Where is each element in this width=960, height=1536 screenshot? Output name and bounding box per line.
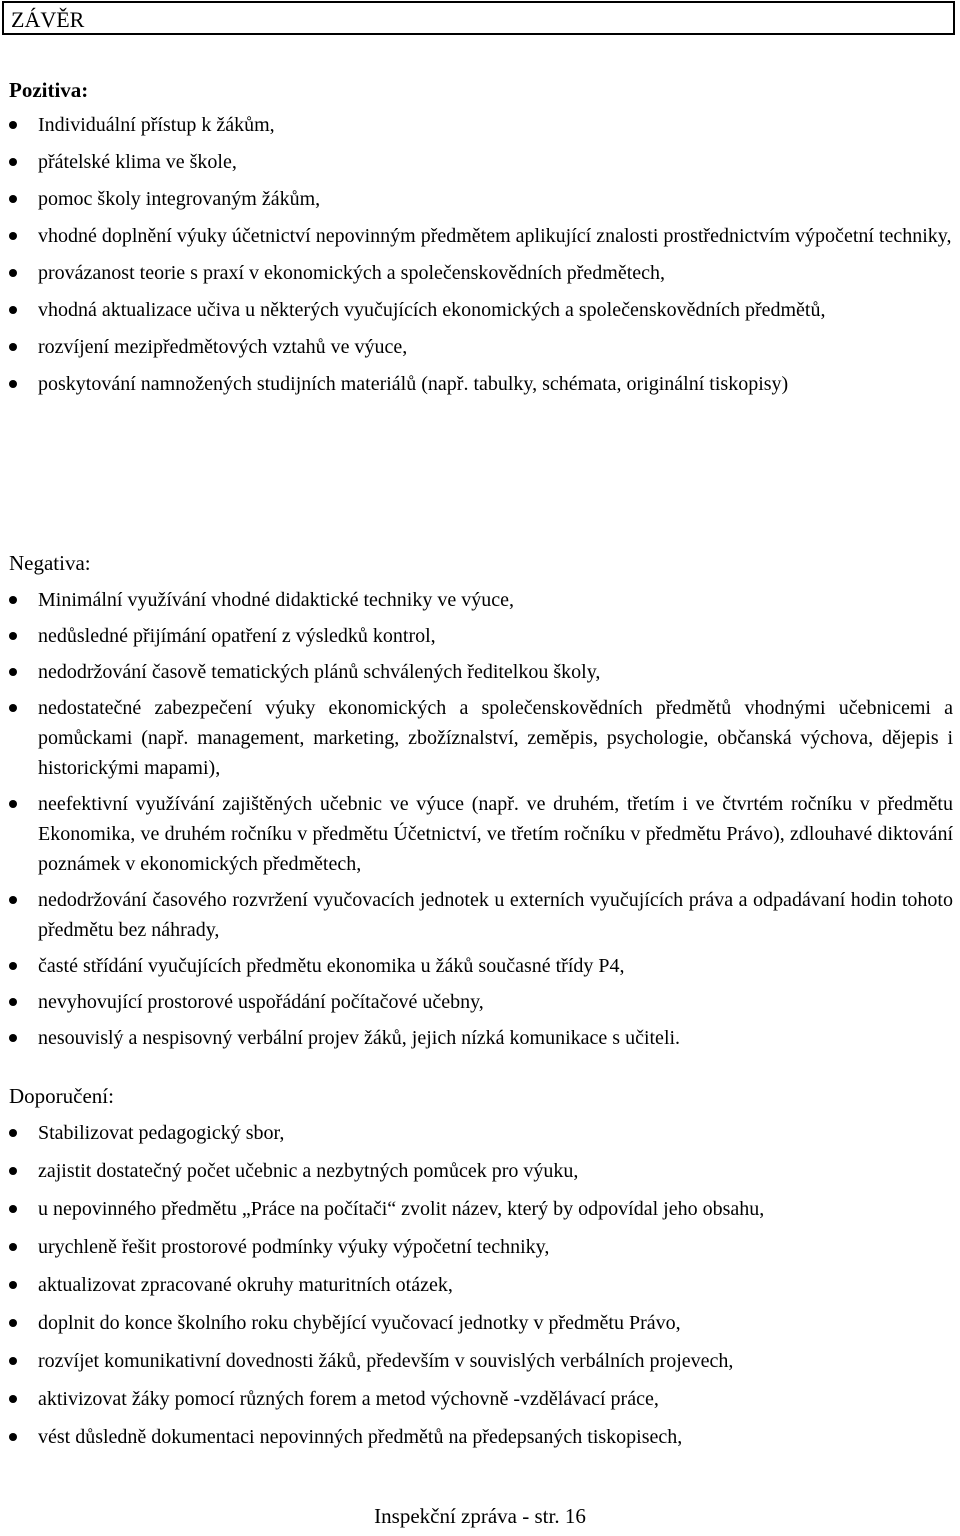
list-item-text: vést důsledně dokumentaci nepovinných předmětů na předepsaných tiskopisech,	[38, 1426, 683, 1448]
list-item	[9, 789, 953, 879]
list-item	[9, 1422, 953, 1452]
bullet-icon	[9, 1319, 17, 1327]
bullet-icon	[9, 998, 17, 1006]
positives-section	[9, 77, 953, 399]
list-item	[9, 147, 953, 177]
list-item	[9, 110, 953, 140]
list-item-text: Stabilizovat pedagogický sbor,	[38, 1122, 285, 1144]
bullet-icon	[9, 1433, 17, 1441]
list-item-text: neefektivní využívání zajištěných učebnic ve výuce (např. ve druhém, třetím i ve čtvrtém ročníku v předmětu Ekonomika, ve druhém ročníku v předmětu Účetnictví, ve třetím ročníku v předmětu Právo), zdlouhavé diktování poznámek v ekonomických předmětech,	[38, 793, 953, 875]
list-item	[9, 184, 953, 214]
list-item	[9, 295, 953, 325]
list-item-text: nesouvislý a nespisovný verbální projev žáků, jejich nízká komunikace s učiteli.	[38, 1027, 681, 1049]
list-item-text: nedodržování časového rozvržení vyučovacích jednotek u externích vyučujících práva a odpadávaní hodin tohoto předmětu bez náhrady,	[38, 889, 953, 941]
bullet-icon	[9, 1205, 17, 1213]
list-item	[9, 585, 953, 615]
list-item	[9, 1384, 953, 1414]
list-item-text: rozvíjení mezipředmětových vztahů ve výuce,	[38, 336, 408, 358]
bullet-icon	[9, 1243, 17, 1251]
bullet-icon	[9, 380, 17, 388]
list-item	[9, 332, 953, 362]
list-item	[9, 885, 953, 945]
title-box	[2, 1, 955, 35]
bullet-icon	[9, 269, 17, 277]
page-footer: Inspekční zpráva - str. 16	[374, 1504, 586, 1528]
list-item	[9, 693, 953, 783]
bullet-icon	[9, 1395, 17, 1403]
positives-list	[9, 110, 953, 399]
list-item-text: doplnit do konce školního roku chybějící vyučovací jednotky v předmětu Právo,	[38, 1312, 681, 1334]
positives-heading: Pozitiva:	[9, 78, 89, 102]
list-item	[9, 1270, 953, 1300]
list-item	[9, 1023, 953, 1053]
bullet-icon	[9, 896, 17, 904]
list-item	[9, 1308, 953, 1338]
bullet-icon	[9, 1129, 17, 1137]
list-item-text: nedostatečné zabezpečení výuky ekonomických a společenskovědních předmětů vhodnými učebnicemi a pomůckami (např. management, marketing, zbožíznalství, zeměpis, psychologie, občanská výchova, dějepis i historickými mapami),	[38, 697, 953, 779]
negatives-list	[9, 585, 953, 1053]
bullet-icon	[9, 343, 17, 351]
list-item	[9, 1156, 953, 1186]
negatives-section	[9, 550, 953, 1053]
list-item-text: pomoc školy integrovaným žákům,	[38, 188, 321, 210]
recommendations-list	[9, 1118, 953, 1452]
list-item	[9, 1194, 953, 1224]
list-item	[9, 221, 953, 251]
bullet-icon	[9, 962, 17, 970]
list-item-text: nevyhovující prostorové uspořádání počítačové učebny,	[38, 991, 484, 1013]
list-item	[9, 369, 953, 399]
list-item	[9, 621, 953, 651]
list-item	[9, 1232, 953, 1262]
bullet-icon	[9, 1167, 17, 1175]
list-item-text: přátelské klima ve škole,	[38, 151, 237, 173]
page-title: ZÁVĚR	[11, 7, 85, 32]
bullet-icon	[9, 1357, 17, 1365]
list-item-text: časté střídání vyučujících předmětu ekonomika u žáků současné třídy P4,	[38, 955, 625, 977]
list-item	[9, 258, 953, 288]
list-item	[9, 951, 953, 981]
list-item-text: urychleně řešit prostorové podmínky výuky výpočetní techniky,	[38, 1236, 550, 1258]
bullet-icon	[9, 1034, 17, 1042]
list-item-text: u nepovinného předmětu „Práce na počítači“ zvolit název, který by odpovídal jeho obsahu,	[38, 1198, 765, 1220]
bullet-icon	[9, 704, 17, 712]
bullet-icon	[9, 232, 17, 240]
bullet-icon	[9, 306, 17, 314]
list-item-text: Minimální využívání vhodné didaktické techniky ve výuce,	[38, 589, 514, 611]
list-item	[9, 1118, 953, 1148]
recommendations-heading: Doporučení:	[9, 1084, 114, 1108]
bullet-icon	[9, 800, 17, 808]
recommendations-section	[9, 1083, 953, 1452]
bullet-icon	[9, 668, 17, 676]
bullet-icon	[9, 596, 17, 604]
list-item-text: vhodná aktualizace učiva u některých vyučujících ekonomických a společenskovědních předmětů,	[38, 299, 826, 321]
list-item-text: poskytování namnožených studijních materiálů (např. tabulky, schémata, originální tiskopisy)	[38, 373, 789, 395]
list-item-text: vhodné doplnění výuky účetnictví nepovinným předmětem aplikující znalosti prostřednictvím výpočetní techniky,	[38, 225, 952, 247]
list-item-text: aktivizovat žáky pomocí různých forem a metod výchovně -vzdělávací práce,	[38, 1388, 659, 1410]
list-item-text: provázanost teorie s praxí v ekonomických a společenskovědních předmětech,	[38, 262, 666, 284]
bullet-icon	[9, 632, 17, 640]
negatives-heading: Negativa:	[9, 551, 91, 575]
bullet-icon	[9, 195, 17, 203]
list-item	[9, 657, 953, 687]
list-item-text: zajistit dostatečný počet učebnic a nezbytných pomůcek pro výuku,	[38, 1160, 579, 1182]
list-item	[9, 987, 953, 1017]
list-item-text: rozvíjet komunikativní dovednosti žáků, především v souvislých verbálních projevech,	[38, 1350, 734, 1372]
bullet-icon	[9, 158, 17, 166]
list-item-text: nedodržování časově tematických plánů schválených ředitelkou školy,	[38, 661, 601, 683]
bullet-icon	[9, 121, 17, 129]
bullet-icon	[9, 1281, 17, 1289]
list-item-text: nedůsledné přijímání opatření z výsledků kontrol,	[38, 625, 436, 647]
list-item-text: Individuální přístup k žákům,	[38, 114, 275, 136]
list-item	[9, 1346, 953, 1376]
list-item-text: aktualizovat zpracované okruhy maturitních otázek,	[38, 1274, 453, 1296]
